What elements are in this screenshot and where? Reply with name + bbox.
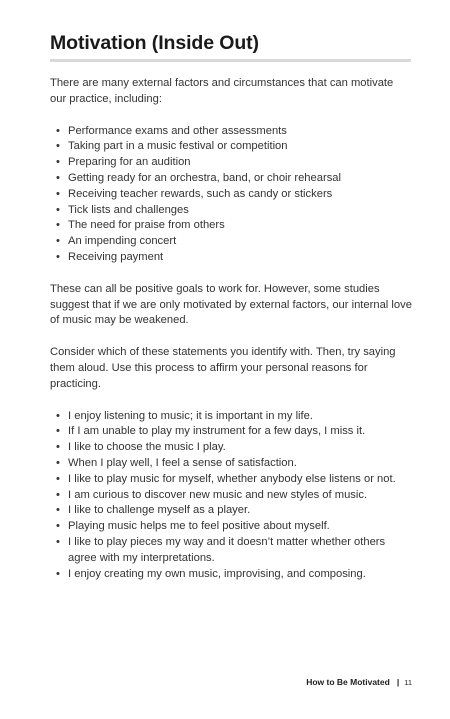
intro-paragraph: There are many external factors and circumstances that can motivate our practice, including: [50, 77, 394, 105]
list-item: • Tick lists and challenges [50, 203, 412, 219]
list-item: • Getting ready for an orchestra, band, or choir rehearsal [50, 171, 412, 187]
list-item: • Receiving payment [50, 250, 412, 266]
list-item: • I like to play pieces my way and it doesn’t matter whether others agree with my interpretations. [50, 535, 412, 567]
list-item: • When I play well, I feel a sense of satisfaction. [50, 456, 412, 472]
consider-statements-paragraph: Consider which of these statements you identify with. Then, try saying them aloud. Use this process to affirm your personal reasons for practicing. [50, 346, 396, 390]
list-item: • I enjoy listening to music; it is important in my life. [50, 409, 412, 425]
list-item: • I am curious to discover new music and new styles of music. [50, 488, 412, 504]
list-item: • Receiving teacher rewards, such as candy or stickers [50, 187, 412, 203]
positive-goals-paragraph: These can all be positive goals to work for. However, some studies suggest that if we are only motivated by external factors, our internal love of music may be weakened. [50, 282, 412, 327]
list-item: • An impending concert [50, 234, 412, 250]
list-item: • If I am unable to play my instrument for a few days, I miss it. [50, 424, 412, 440]
list-item: • I like to play music for myself, whether anybody else listens or not. [50, 472, 412, 488]
list-item: • I enjoy creating my own music, improvising, and composing. [50, 567, 412, 583]
motivation-statements-list [50, 409, 412, 583]
title-underline [50, 59, 411, 62]
footer-separator: | [396, 677, 400, 687]
list-item: • Performance exams and other assessments [50, 124, 412, 140]
list-item: • Playing music helps me to feel positive about myself. [50, 519, 412, 535]
footer-book-title: How to Be Motivated [306, 677, 390, 687]
page-body [50, 76, 412, 582]
list-item: • I like to challenge myself as a player. [50, 503, 412, 519]
list-item: • Preparing for an audition [50, 155, 412, 171]
list-item: • Taking part in a music festival or competition [50, 139, 412, 155]
page-title: Motivation (Inside Out) [50, 32, 259, 54]
list-item: • The need for praise from others [50, 218, 412, 234]
list-item: • I like to choose the music I play. [50, 440, 412, 456]
page-number: 11 [404, 678, 412, 687]
page-footer [306, 676, 412, 689]
external-factors-list [50, 124, 412, 266]
